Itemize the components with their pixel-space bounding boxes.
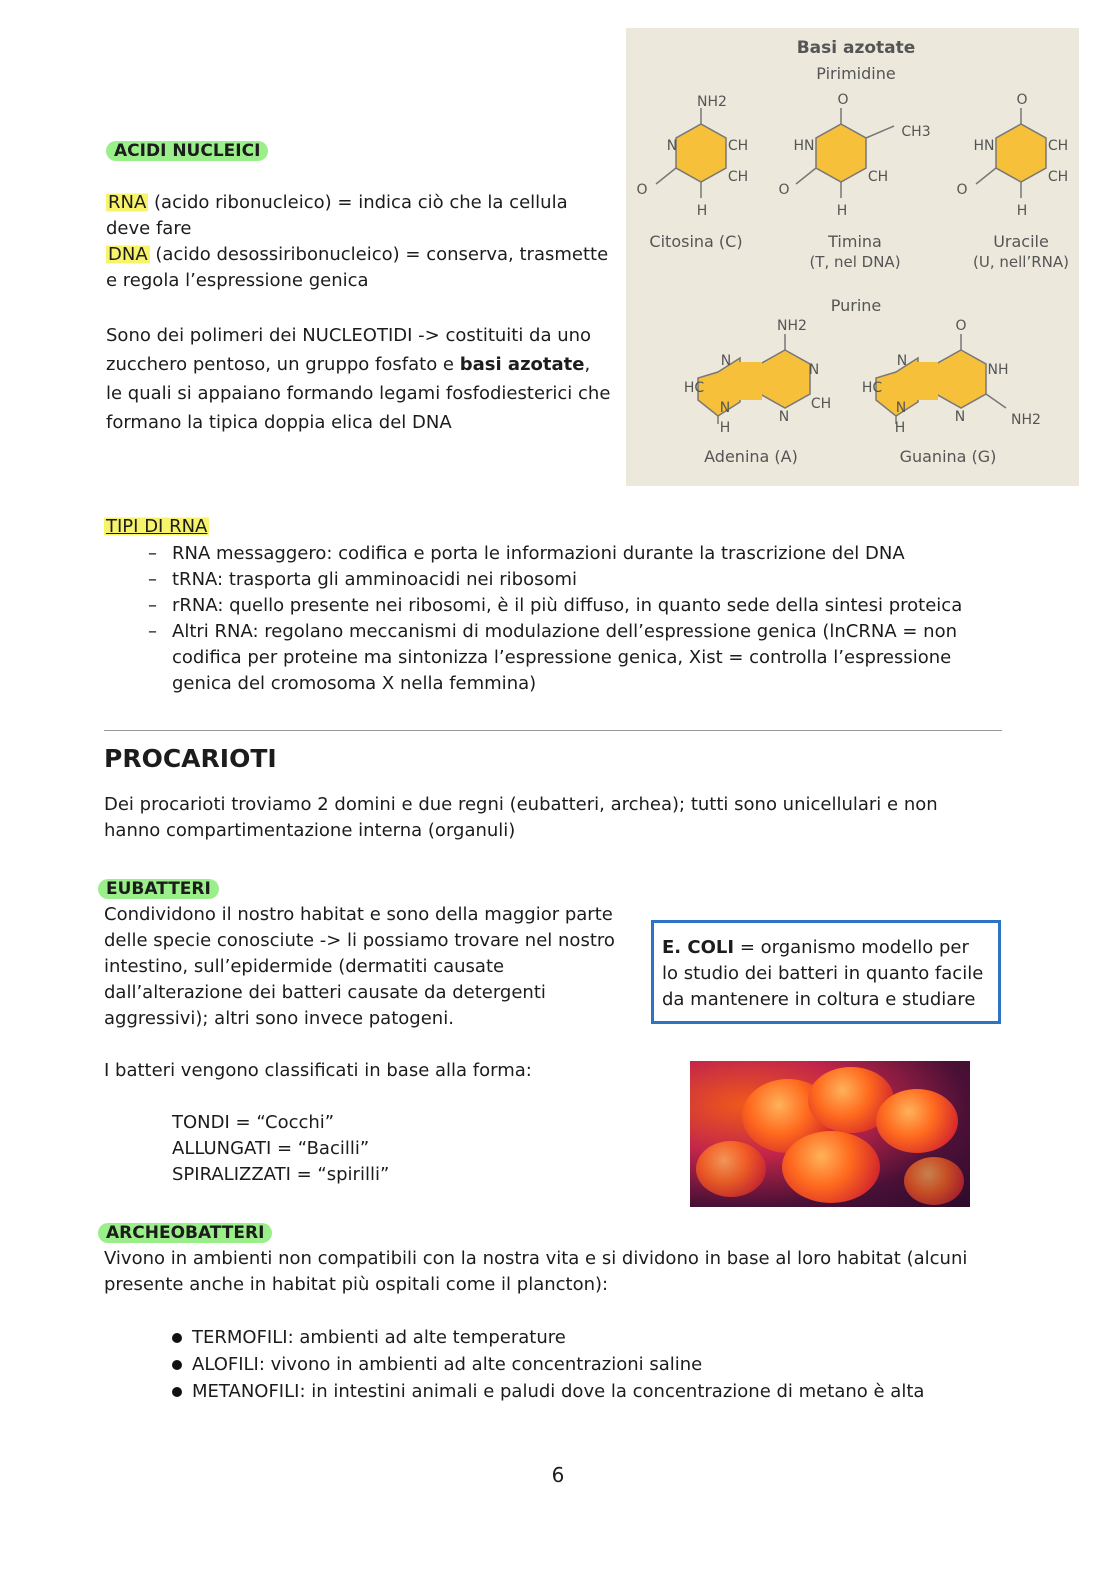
list-item: – rRNA: quello presente nei ribosomi, è il più diffuso, in quanto sede della sintesi proteica	[104, 593, 1004, 619]
list-item: METANOFILI: in intestini animali e paludi dove la concentrazione di metano è alta	[104, 1378, 1004, 1405]
archaea-list	[104, 1324, 1004, 1405]
nucleotides-paragraph	[106, 321, 611, 437]
section-divider	[104, 730, 1002, 731]
archaea-text: Vivono in ambienti non compatibili con la nostra vita e si dividono in base al loro habitat (alcuni presente anche in habitat più ospitali come il plancton):	[104, 1248, 968, 1295]
adenine-name: Adenina (A)	[704, 447, 798, 466]
dna-term: DNA	[108, 244, 148, 265]
nitrogen-bases-diagram	[626, 28, 1079, 486]
guanine-h: H	[894, 420, 906, 436]
guanine-o: O	[955, 318, 967, 334]
eubacteria-heading-wrap	[98, 878, 219, 899]
adenine-nh2: NH2	[777, 318, 807, 334]
archaea-heading: ARCHEOBATTERI	[98, 1223, 272, 1243]
uracil-o-bottom: O	[956, 182, 968, 198]
adenine-structure	[684, 318, 831, 466]
ecoli-description: = organismo modello per lo studio dei batteri in quanto facile da mantenere in coltura e studiare	[662, 937, 984, 1010]
page-section-title: PROCARIOTI	[104, 744, 277, 773]
rna-definition	[106, 190, 616, 242]
uracil-h: H	[1016, 203, 1028, 219]
shape-item: ALLUNGATI = “Bacilli”	[172, 1138, 370, 1159]
section-heading-nucleic-acids: ACIDI NUCLEICI	[106, 141, 268, 161]
rna-types-heading: TIPI DI RNA	[106, 516, 208, 537]
thymine-name: Timina	[828, 232, 882, 251]
adenine-n-3: N	[719, 400, 731, 416]
guanine-name: Guanina (G)	[899, 447, 997, 466]
rna-description: (acido ribonucleico) = indica ciò che la cellula deve fare	[106, 192, 568, 239]
nitrogen-bases-figure	[626, 28, 1079, 486]
nucleotides-text-2: , le quali si appaiano formando legami fosfodiesterici che formano la tipica doppia elica del DNA	[106, 354, 611, 433]
uracil-ch-2: CH	[1047, 169, 1069, 185]
uracil-name: Uracile	[993, 232, 1049, 251]
list-item: ALOFILI: vivono in ambienti ad alte concentrazioni saline	[104, 1351, 1004, 1378]
bacteria-shapes	[172, 1110, 389, 1188]
thymine-hn: HN	[793, 138, 815, 154]
adenine-n-1: N	[720, 353, 732, 369]
page-number: 6	[551, 1463, 565, 1487]
ecoli-callout	[651, 920, 1001, 1024]
cytosine-nh2: NH2	[697, 94, 727, 110]
uracil-ch-1: CH	[1047, 138, 1069, 154]
rna-types-list	[104, 541, 1004, 697]
guanine-nh: NH	[987, 362, 1009, 378]
nucleic-acids-section	[106, 140, 268, 161]
uracil-hn: HN	[973, 138, 995, 154]
guanine-structure	[862, 318, 1041, 466]
list-item: – RNA messaggero: codifica e porta le informazioni durante la trascrizione del DNA	[104, 541, 1004, 567]
thymine-o-top: O	[837, 92, 849, 108]
nucleotides-text-1: Sono dei polimeri dei NUCLEOTIDI -> costituiti da uno zucchero pentoso, un gruppo fosfato e	[106, 325, 592, 375]
cytosine-name: Citosina (C)	[649, 232, 743, 251]
guanine-hc: HC	[861, 380, 883, 396]
guanine-nh2: NH2	[1011, 412, 1041, 428]
eubacteria-text: Condividono il nostro habitat e sono della maggior parte delle specie conosciute -> li possiamo trovare nel nostro intestino, sull’epidermide (dermatiti causate dall’alterazione dei batteri causate da detergenti aggressivi); altri sono invece patogeni.	[104, 904, 615, 1029]
uracil-o-top: O	[1016, 92, 1028, 108]
figure-title: Basi azotate	[796, 38, 916, 58]
uracil-note: (U, nell’RNA)	[973, 253, 1069, 271]
adenine-h: H	[719, 420, 731, 436]
thymine-ch: CH	[867, 169, 889, 185]
ecoli-term: E. COLI	[662, 937, 735, 958]
thymine-o-bottom: O	[778, 182, 790, 198]
guanine-n-3: N	[954, 409, 966, 425]
archaea-heading-wrap	[98, 1222, 272, 1243]
dna-description: (acido desossiribonucleico) = conserva, trasmette e regola l’espressione genica	[106, 244, 609, 291]
adenine-hc: HC	[683, 380, 705, 396]
cytosine-structure	[636, 94, 748, 251]
cytosine-o: O	[636, 182, 648, 198]
bacteria-micrograph	[690, 1061, 970, 1207]
thymine-h: H	[836, 203, 848, 219]
ecoli-callout-text	[654, 923, 998, 1013]
shape-item: SPIRALIZZATI = “spirilli”	[172, 1164, 390, 1185]
list-item: – tRNA: trasporta gli amminoacidi nei ribosomi	[104, 567, 1004, 593]
nitrogen-bases-term: basi azotate	[459, 354, 585, 375]
cytosine-ch-1: CH	[727, 138, 749, 154]
thymine-ch3: CH3	[901, 124, 931, 140]
dna-definition	[106, 242, 616, 294]
thymine-note: (T, nel DNA)	[809, 253, 901, 271]
adenine-n-4: N	[778, 409, 790, 425]
cytosine-h: H	[696, 203, 708, 219]
rna-types-heading-wrap	[104, 516, 209, 537]
guanine-n-2: N	[895, 400, 907, 416]
classification-intro: I batteri vengono classificati in base alla forma:	[104, 1060, 532, 1081]
adenine-n-2: N	[808, 362, 820, 378]
prokaryotes-intro: Dei procarioti troviamo 2 domini e due regni (eubatteri, archea); tutti sono unicellulari e non hanno compartimentazione interna (organuli)	[104, 794, 938, 841]
list-item: TERMOFILI: ambienti ad alte temperature	[104, 1324, 1004, 1351]
cytosine-ch-2: CH	[727, 169, 749, 185]
shape-item: TONDI = “Cocchi”	[172, 1112, 335, 1133]
adenine-ch: CH	[810, 396, 832, 412]
guanine-n-1: N	[896, 353, 908, 369]
list-item: – Altri RNA: regolano meccanismi di modulazione dell’espressione genica (lnCRNA = non codifica per proteine ma sintonizza l’espressione genica, Xist = controlla l’espressione genica del cromosoma X nella femmina)	[104, 619, 1004, 697]
uracil-structure	[956, 92, 1069, 271]
rna-term: RNA	[108, 192, 147, 213]
pyrimidines-label: Pirimidine	[816, 64, 896, 83]
thymine-structure	[778, 92, 930, 271]
eubacteria-heading: EUBATTERI	[98, 879, 219, 899]
purines-label: Purine	[830, 296, 882, 315]
cytosine-n: N	[666, 138, 678, 154]
